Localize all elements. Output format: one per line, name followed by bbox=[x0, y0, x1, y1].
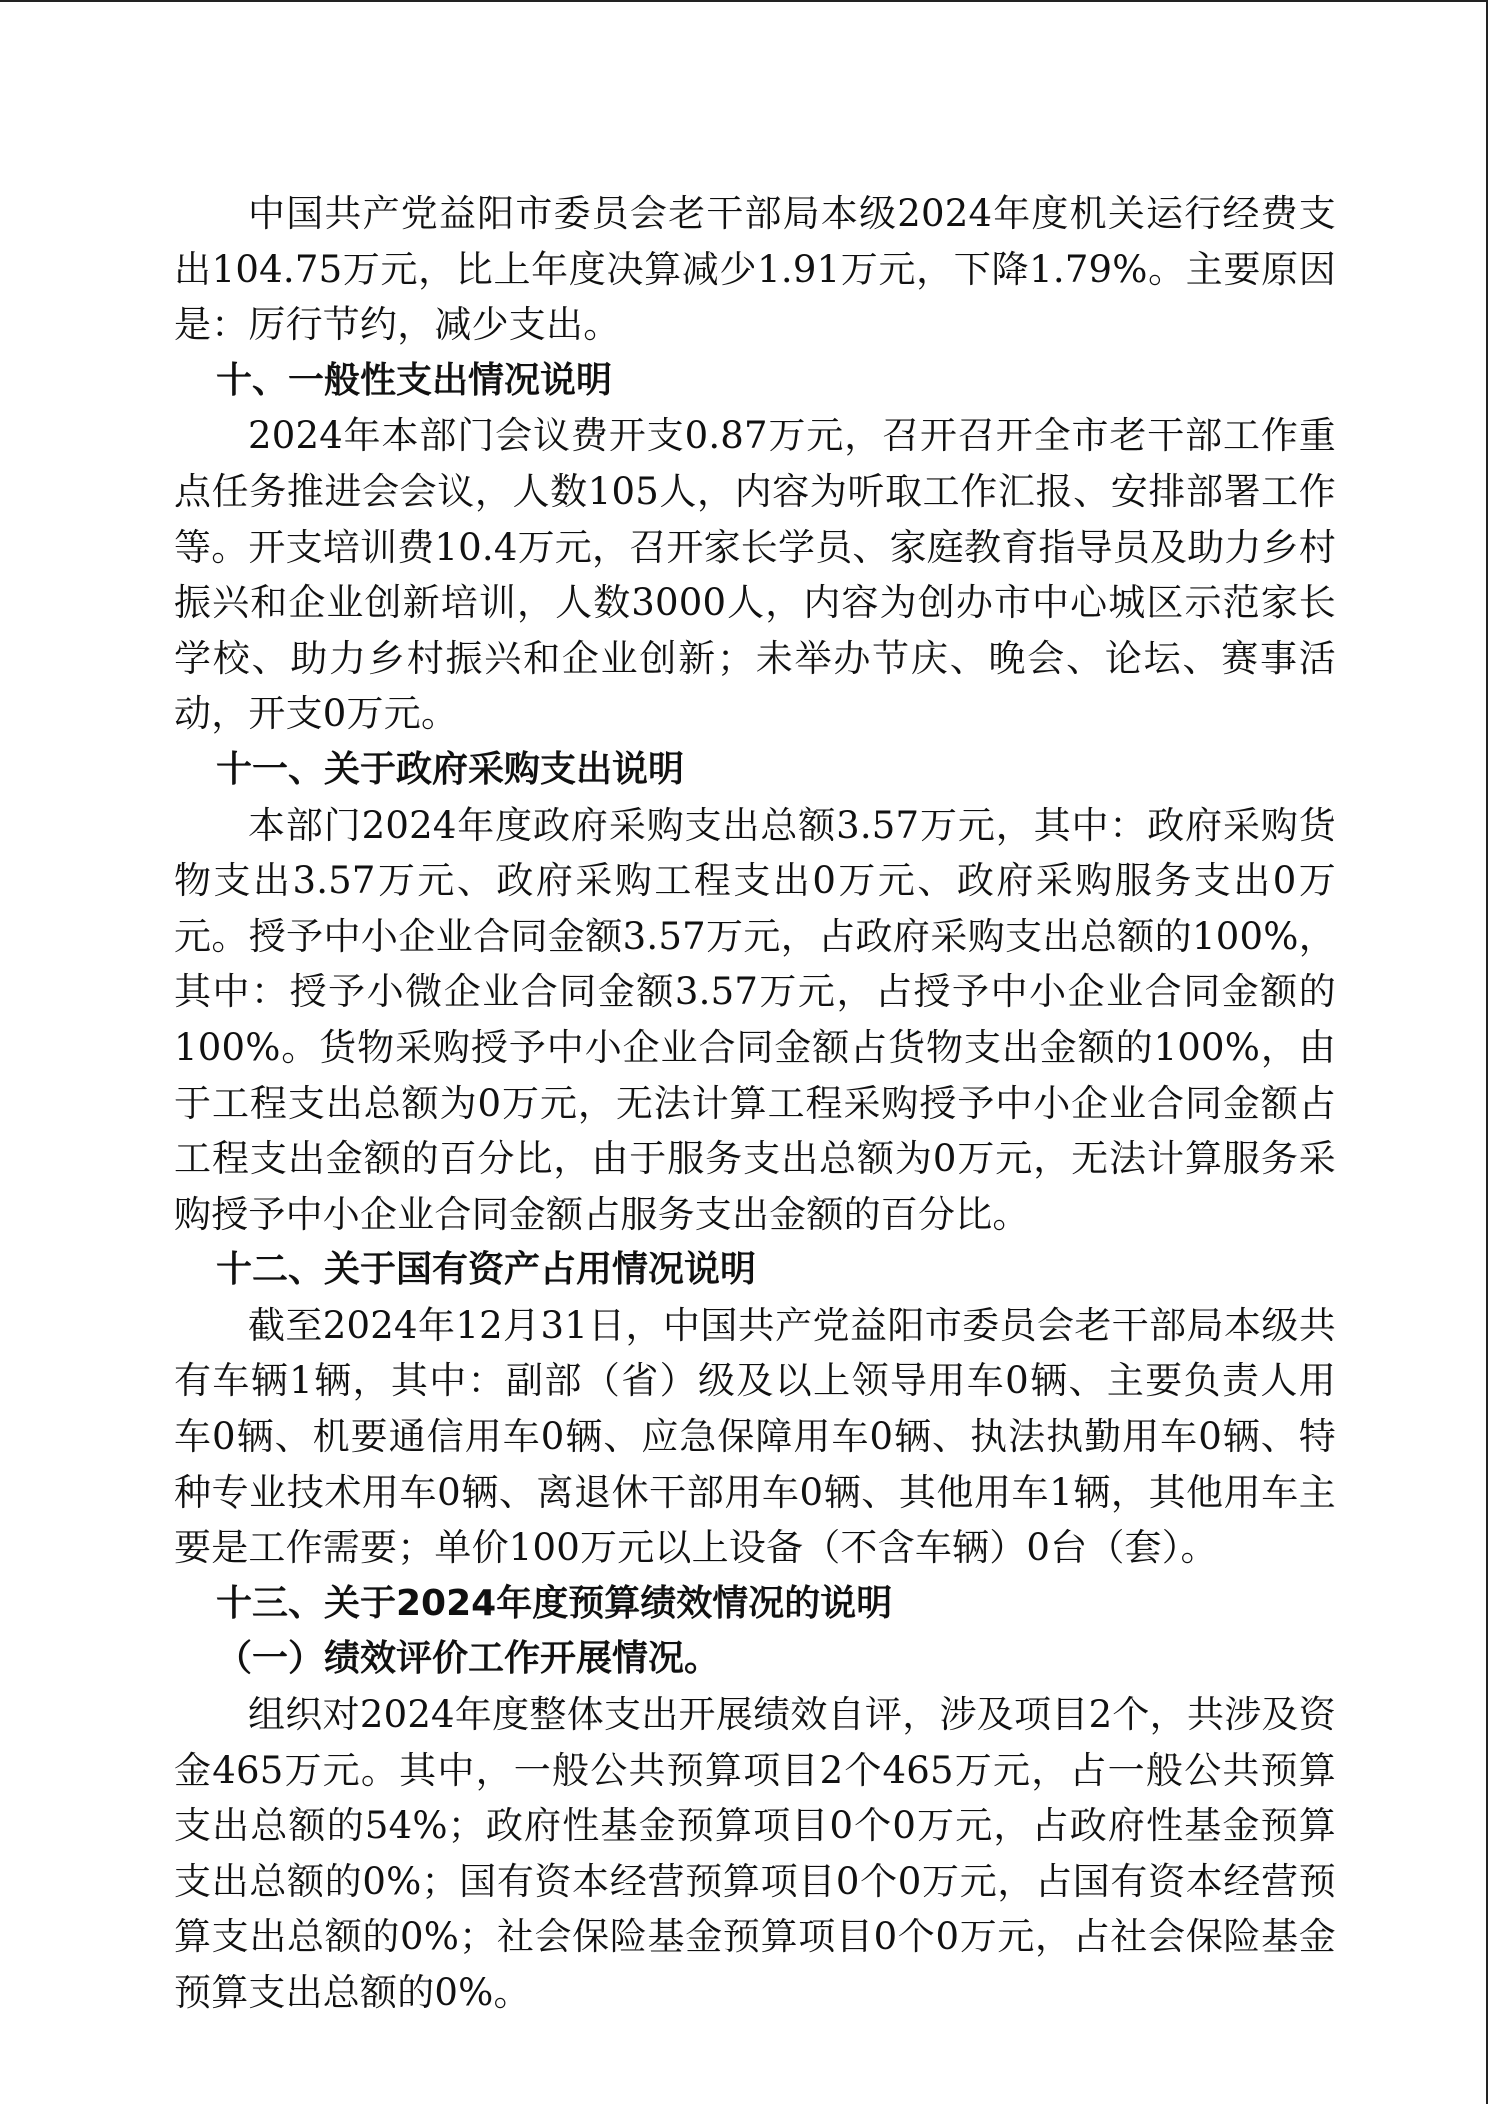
subheading-performance-evaluation: （一）绩效评价工作开展情况。 bbox=[216, 1638, 721, 1680]
paragraph-government-procurement: 本部门2024年度政府采购支出总额3.57万元，其中：政府采购货物支出3.57万元、政府采购工程支出0万元、政府采购服务支出0万元。授予中小企业合同金额3.57万元，占政府采购支出总额的100%，其中：授予小微企业合同金额3.57万元，占授予中小企业合同金额的100%。货物采购授予中小企业合同金额占货物支出金额的100%，由于工程支出总额为0万元，无法计算工程采购授予中小企业合同金额占工程支出金额的百分比，由于服务支出总额为0万元，无法计算服务采购授予中小企业合同金额占服务支出金额的百分比。 bbox=[174, 803, 1336, 1236]
paragraph-performance-evaluation: 组织对2024年度整体支出开展绩效自评，涉及项目2个，共涉及资金465万元。其中，一般公共预算项目2个465万元，占一般公共预算支出总额的54%；政府性基金预算项目0个0万元，占政府性基金预算支出总额的0%；国有资本经营预算项目0个0万元，占国有资本经营预算支出总额的0%；社会保险基金预算项目0个0万元，占社会保险基金预算支出总额的0%。 bbox=[174, 1693, 1336, 2014]
heading-budget-performance: 十三、关于2024年度预算绩效情况的说明 bbox=[216, 1582, 893, 1624]
heading-general-expenditure: 十、一般性支出情况说明 bbox=[216, 359, 613, 401]
paragraph-state-assets: 截至2024年12月31日，中国共产党益阳市委员会老干部局本级共有车辆1辆，其中：副部（省）级及以上领导用车0辆、主要负责人用车0辆、机要通信用车0辆、应急保障用车0辆、执法执勤用车0辆、特种专业技术用车0辆、离退休干部用车0辆、其他用车1辆，其他用车主要是工作需要；单价100万元以上设备（不含车辆）0台（套）。 bbox=[174, 1303, 1336, 1570]
paragraph-general-expenditure: 2024年本部门会议费开支0.87万元，召开召开全市老干部工作重点任务推进会会议，人数105人，内容为听取工作汇报、安排部署工作等。开支培训费10.4万元，召开家长学员、家庭教育指导员及助力乡村振兴和企业创新培训，人数3000人，内容为创办市中心城区示范家长学校、助力乡村振兴和企业创新；未举办节庆、晚会、论坛、赛事活动，开支0万元。 bbox=[174, 414, 1336, 736]
paragraph-operating-expenses: 中国共产党益阳市委员会老干部局本级2024年度机关运行经费支出104.75万元，比上年度决算减少1.91万元，下降1.79%。主要原因是：厉行节约，减少支出。 bbox=[174, 192, 1336, 347]
heading-state-assets: 十二、关于国有资产占用情况说明 bbox=[216, 1249, 757, 1291]
heading-government-procurement: 十一、关于政府采购支出说明 bbox=[216, 748, 685, 790]
document-body bbox=[174, 186, 1336, 2021]
